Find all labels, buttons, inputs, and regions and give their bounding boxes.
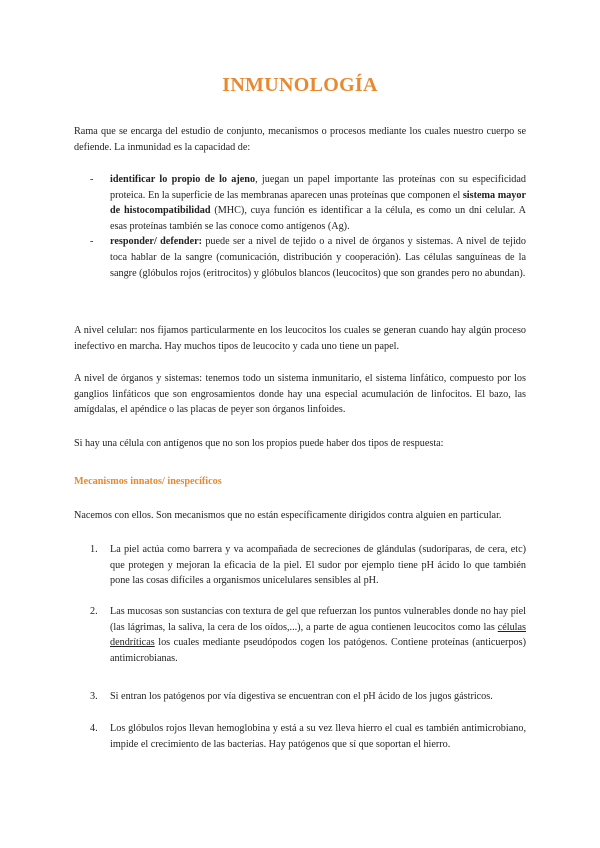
list-item	[74, 604, 526, 666]
page-title: INMUNOLOGÍA	[222, 74, 378, 96]
item-text: puede ser a nivel de tejido o a nivel de órganos y sistemas. A nivel de tejido toca hablar de la sangre (comunicación, distribución y cooperación). Las células sanguíneas de la sangre (glóbulos rojos (eritrocitos) y glóbulos blancos (leucocitos) que son grandes pero no abundan).	[110, 236, 526, 279]
subheading: Mecanismos innatos/ inespecíficos	[74, 476, 222, 487]
list-number: 3.	[90, 691, 98, 702]
mechanism-item-1	[74, 542, 526, 589]
item-text: Los glóbulos rojos llevan hemoglobina y está a su vez lleva hierro el cual es también antimicrobiano, impide el crecimiento de las bacterias. Hay patógenos que sí que soportan el hierro.	[110, 723, 526, 750]
term-bold: responder/ defender:	[110, 236, 202, 248]
intro-text: Rama que se encarga del estudio de conjunto, mecanismos o procesos mediante los cuales nuestro cuerpo se defiende. La inmunidad es la capacidad de:	[74, 126, 526, 153]
term-bold: identificar lo propio de lo ajeno	[110, 174, 256, 185]
mechanism-item-2	[74, 604, 526, 666]
section-heading	[74, 474, 526, 490]
cellular-text: A nivel celular: nos fijamos particularmente en los leucocitos los cuales se generan cuando hay algún proceso inefectivo en marcha. Hay muchos tipos de leucocito y cada uno tiene un papel.	[74, 325, 526, 352]
item-text: La piel actúa como barrera y va acompañada de secreciones de glándulas (sudoríparas, de cera, etc) que protegen y mejoran la eficacia de la piel. El sudor por ejemplo tiene pH ácido lo que también pone las cosas difíciles a organismos unicelulares sensibles al pH.	[110, 544, 526, 587]
innate-intro-paragraph	[74, 508, 526, 524]
mechanism-item-4	[74, 721, 526, 752]
list-number: 4.	[90, 723, 98, 734]
list-number: 2.	[90, 606, 98, 617]
innate-intro-text: Nacemos con ellos. Son mecanismos que no están específicamente dirigidos contra alguien en particular.	[74, 510, 502, 521]
antigens-text: Si hay una célula con antígenos que no son los propios puede haber dos tipos de respuesta:	[74, 438, 444, 449]
mechanism-item-3	[74, 689, 526, 705]
list-item	[74, 234, 526, 281]
item-text: los cuales mediante pseudópodos cogen los patógenos. Contiene proteínas (anticuerpos) antimicrobianas.	[110, 637, 526, 664]
capabilities-list	[74, 172, 526, 281]
list-item	[74, 172, 526, 234]
term-bold: sistema mayor de histocompatibilidad	[110, 189, 527, 217]
antigens-paragraph	[74, 436, 526, 452]
list-number: 1.	[90, 544, 98, 555]
organs-paragraph	[74, 371, 526, 418]
list-item	[74, 721, 526, 752]
item-text: , juegan un papel importante las proteínas con su especificidad proteica. En la superficie de las membranas aparecen unas proteínas que componen el	[110, 174, 527, 201]
intro-paragraph	[74, 124, 526, 155]
item-text: Si entran los patógenos por vía digestiva se encuentran con el pH ácido de los jugos gástricos.	[110, 691, 493, 702]
underlined-term: células dendríticas	[110, 621, 526, 649]
list-item	[74, 689, 526, 705]
item-text: Las mucosas son sustancias con textura de gel que refuerzan los puntos vulnerables donde no hay piel (las lágrimas, la saliva, la cera de los oídos,...), a parte de agua contienen leucocitos como las	[110, 606, 526, 633]
item-text: (MHC), cuya función es identificar a la célula, es como un dni celular. A esas proteínas también se las conoce como antígenos (Ag).	[110, 205, 526, 232]
cellular-paragraph	[74, 323, 526, 354]
organs-text: A nivel de órganos y sistemas: tenemos todo un sistema inmunitario, el sistema linfático, compuesto por los ganglios linfáticos que son engrosamientos donde hay una especial acumulación de linfocitos. El bazo, las amígdalas, el apéndice o las placas de peyer son órganos linfoides.	[74, 373, 526, 416]
list-item	[74, 542, 526, 589]
